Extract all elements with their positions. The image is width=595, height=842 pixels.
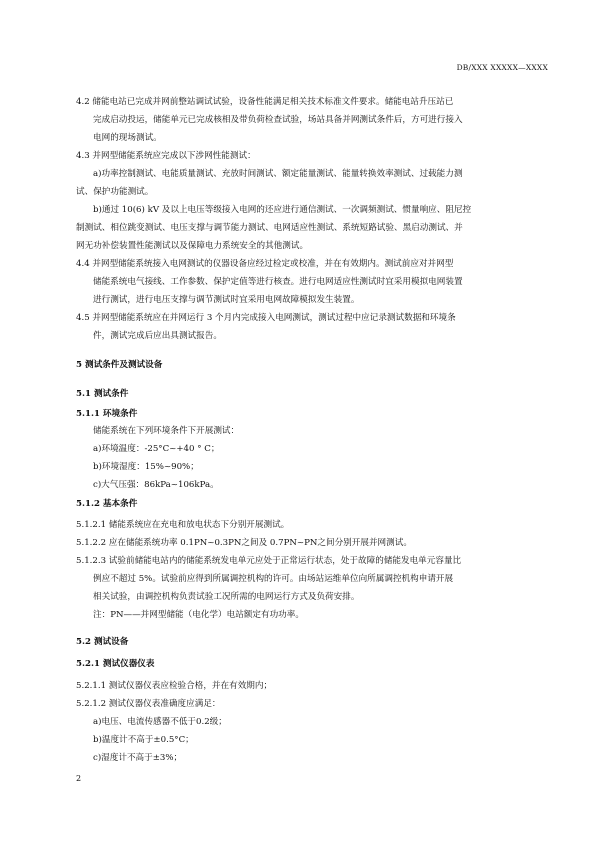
clause-4-2-line-2: 完成启动投运，储能单元已完成核相及带负荷检查试验，场站具备并网测试条件后，方可进行接入 bbox=[93, 115, 463, 125]
section-5-1-heading: 5.1 测试条件 bbox=[76, 389, 129, 399]
clause-4-2-line-1: 4.2 储能电站已完成并网前整站调试试验，设备性能满足相关技术标准文件要求。储能电站升压站已 bbox=[76, 97, 454, 107]
clause-4-3-item-b-line-1: b)通过 10(6) kV 及以上电压等级接入电网的还应进行通信测试、一次调频测试、惯量响应、阻尼控 bbox=[93, 205, 472, 215]
clause-5-1-2-2: 5.1.2.2 应在储能系统功率 0.1PN~0.3PN之间及 0.7PN~PN之间分别开展并网测试。 bbox=[76, 538, 412, 548]
clause-4-3-item-a-line-1: a)功率控制测试、电能质量测试、充放时间测试、额定能量测试、能量转换效率测试、过载能力测 bbox=[93, 169, 463, 179]
environment-temperature: a)环境温度：-25°C~+40 ° C； bbox=[93, 444, 220, 454]
clause-4-3-item-a-line-2: 试、保护功能测试。 bbox=[76, 187, 154, 197]
clause-5-1-2-3-line-2: 例应不超过 5%。试验前应得到所属调控机构的许可。由场站运维单位向所属调控机构申请开展 bbox=[93, 574, 454, 584]
section-5-1-1-heading: 5.1.1 环境条件 bbox=[76, 409, 138, 419]
section-5-heading: 5 测试条件及测试设备 bbox=[76, 360, 163, 370]
accuracy-temperature: b)温度计不高于±0.5°C； bbox=[93, 735, 194, 745]
clause-5-1-2-3-line-1: 5.1.2.3 试验前储能电站内的储能系统发电单元应处于正常运行状态，处于故障的储能发电单元容量比 bbox=[76, 556, 462, 566]
clause-4-4-line-2: 储能系统电气接线、工作参数、保护定值等进行核查。进行电网适应性测试时宜采用模拟电网装置 bbox=[93, 277, 463, 287]
environment-humidity: b)环境湿度：15%~90%； bbox=[93, 462, 199, 472]
page-header-code: DB/XXX XXXXX—XXXX bbox=[456, 63, 548, 72]
clause-4-3-heading: 4.3 并网型储能系统应完成以下涉网性能测试： bbox=[76, 151, 256, 161]
accuracy-voltage-current: a)电压、电流传感器不低于0.2级； bbox=[93, 717, 227, 727]
clause-4-4-line-3: 进行测试，进行电压支撑与调节测试时宜采用电网故障模拟发生装置。 bbox=[93, 295, 360, 305]
environment-intro: 储能系统在下列环境条件下开展测试： bbox=[93, 426, 240, 436]
clause-4-3-item-b-line-3: 网无功补偿装置性能测试以及保障电力系统安全的其他测试。 bbox=[76, 241, 309, 251]
section-5-2-1-heading: 5.2.1 测试仪器仪表 bbox=[76, 659, 155, 669]
clause-4-5-line-2: 件，测试完成后应出具测试报告。 bbox=[93, 331, 222, 341]
accuracy-humidity: c)湿度计不高于±3%； bbox=[93, 753, 183, 763]
clause-5-1-2-1: 5.1.2.1 储能系统应在充电和放电状态下分别开展测试。 bbox=[76, 520, 290, 530]
section-5-1-2-heading: 5.1.2 基本条件 bbox=[76, 499, 138, 509]
page-number: 2 bbox=[76, 774, 82, 783]
clause-5-2-1-1: 5.2.1.1 测试仪器仪表应检验合格，并在有效期内； bbox=[76, 681, 273, 691]
clause-4-5-line-1: 4.5 并网型储能系统应在并网运行 3 个月内完成接入电网测试，测试过程中应记录测试数据和环境条 bbox=[76, 313, 456, 323]
clause-4-4-line-1: 4.4 并网型储能系统接入电网测试的仪器设备应经过检定或校准，并在有效期内。测试前应对并网型 bbox=[76, 259, 454, 269]
clause-5-1-2-3-line-3: 相关试验，由调控机构负责试验工况所需的电网运行方式及负荷安排。 bbox=[93, 592, 360, 602]
section-5-2-heading: 5.2 测试设备 bbox=[76, 637, 129, 647]
clause-4-2-line-3: 电网的现场测试。 bbox=[93, 133, 162, 143]
note-rated-power: 注：PN——并网型储能（电化学）电站额定有功功率。 bbox=[93, 610, 304, 620]
environment-pressure: c)大气压强：86kPa~106kPa。 bbox=[93, 480, 219, 490]
clause-4-3-item-b-line-2: 制测试、相位跳变测试、电压支撑与调节能力测试、电网适应性测试、系统短路试验、黑启动测试、并 bbox=[76, 223, 463, 233]
clause-5-2-1-2: 5.2.1.2 测试仪器仪表准确度应满足： bbox=[76, 699, 221, 709]
